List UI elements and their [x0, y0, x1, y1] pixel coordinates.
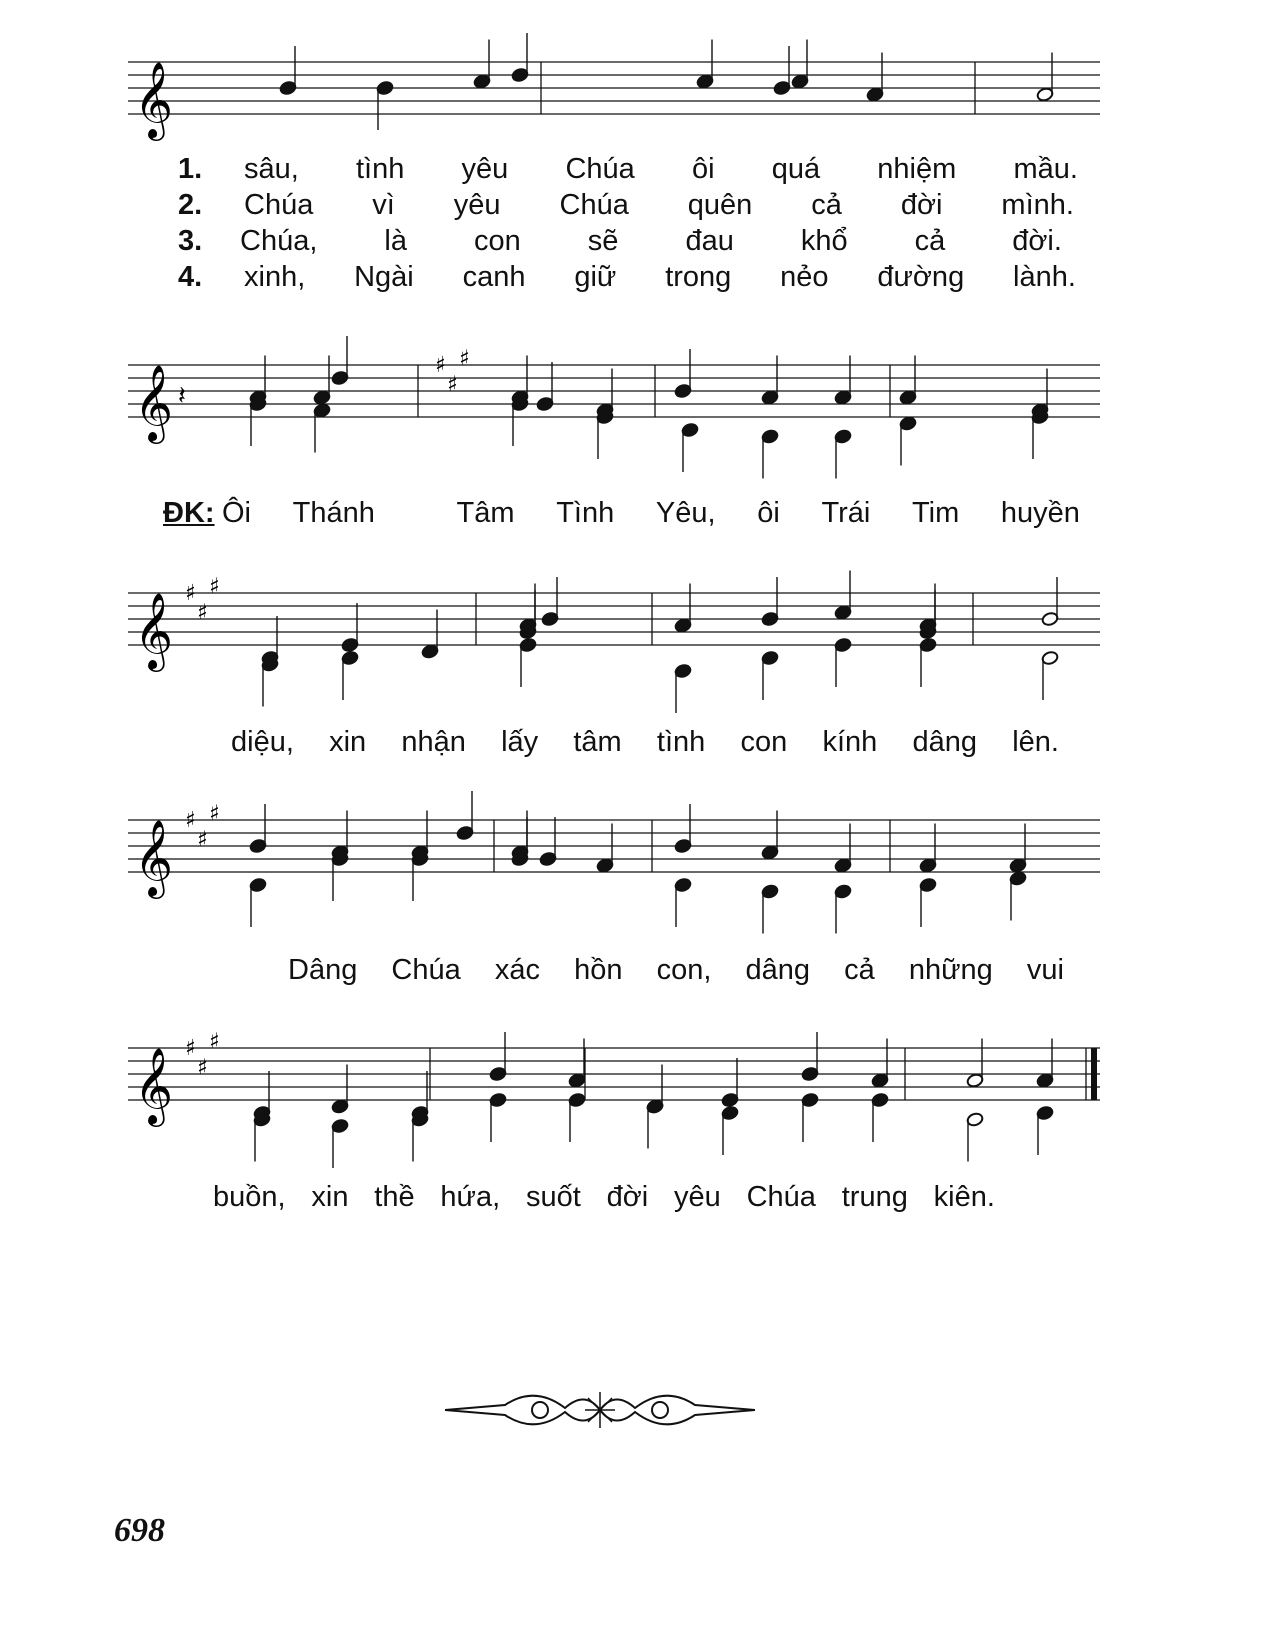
lyric-word: Chúa [746, 1181, 816, 1213]
note-head [536, 396, 554, 411]
lyric-word: lành. [1013, 261, 1076, 293]
lyric-word: Thánh [292, 497, 375, 529]
lyric-word: xinh, [244, 261, 306, 293]
note-head [1036, 1105, 1054, 1120]
lyric-word: quên [687, 189, 753, 221]
lyric-word: Yêu, [655, 497, 716, 529]
note-head [539, 851, 557, 866]
note-head [801, 1092, 819, 1107]
note-head [696, 74, 714, 89]
lyric-word: giữ [574, 261, 617, 293]
staff-4 [0, 801, 1275, 928]
note-head [966, 1112, 984, 1127]
lyric-word: buồn, [213, 1181, 286, 1213]
lyric-word: Chúa [391, 954, 461, 986]
lyric-word: Tình [556, 497, 615, 529]
note-head [919, 858, 937, 873]
lyric-word: lấy [501, 726, 539, 758]
lyric-word: Trái [821, 497, 871, 529]
lyric-word: sẽ [587, 225, 619, 257]
lyric-word: xin [311, 1181, 349, 1213]
lyric-word: Chúa [565, 153, 635, 185]
sharp-icon: ♯ [209, 1029, 220, 1055]
lyric-word: đời [900, 189, 943, 221]
note-head [899, 390, 917, 405]
note-head [568, 1073, 586, 1088]
note-head [313, 403, 331, 418]
lyric-word: Dâng [288, 954, 358, 986]
lyric-word: xác [494, 954, 540, 986]
sharp-icon: ♯ [209, 801, 220, 827]
lyric-word: tâm [573, 726, 622, 758]
lyric-word: diệu, [231, 726, 294, 758]
note-head [721, 1092, 739, 1107]
lyric-word: kính [822, 726, 878, 758]
verse-1-lyrics [244, 152, 1078, 186]
verse-number: 2. [178, 189, 203, 221]
staff-5 [0, 1029, 1275, 1156]
note-head [1009, 871, 1027, 886]
lyric-word: tình [356, 153, 405, 185]
note-head [674, 663, 692, 678]
sharp-icon: ♯ [447, 372, 458, 398]
lyric-word: đời. [1012, 225, 1062, 257]
lyric-word: trung [841, 1181, 908, 1213]
note-head [541, 611, 559, 626]
note-head [834, 390, 852, 405]
note-head [834, 429, 852, 444]
note-head [1041, 611, 1059, 626]
refrain-line-2 [231, 725, 1059, 759]
note-head [966, 1073, 984, 1088]
note-head [834, 884, 852, 899]
lyric-word: dâng [912, 726, 978, 758]
note-head [761, 611, 779, 626]
staff-2 [0, 346, 1275, 473]
treble-clef-icon: 𝄞 [134, 1047, 174, 1124]
lyric-word: Ôi [222, 497, 251, 529]
note-head [341, 650, 359, 665]
verse-2-lyrics [244, 188, 1074, 222]
lyric-word: trong [665, 261, 732, 293]
note-head [331, 370, 349, 385]
lyric-word: Tim [911, 497, 960, 529]
note-head [489, 1092, 507, 1107]
lyric-word: con [740, 726, 788, 758]
lyric-word: kiên. [933, 1181, 995, 1213]
refrain-line-4 [213, 1180, 995, 1214]
sharp-icon: ♯ [209, 574, 220, 600]
lyric-word: cả [914, 225, 946, 257]
note-head [919, 637, 937, 652]
final-bar-line [1091, 1048, 1097, 1100]
note-head [421, 644, 439, 659]
note-head [761, 390, 779, 405]
note-head [919, 877, 937, 892]
decorative-ornament-icon [445, 1380, 755, 1440]
lyric-word: đường [877, 261, 965, 293]
lyric-word: huyền [1000, 497, 1080, 529]
note-head [674, 618, 692, 633]
lyric-word: quá [771, 153, 821, 185]
note-head [249, 838, 267, 853]
lyric-word: Tâm [456, 497, 515, 529]
note-head [674, 838, 692, 853]
note-head [834, 605, 852, 620]
note-head [331, 1099, 349, 1114]
lyric-word: cả [844, 954, 875, 986]
note-head [473, 74, 491, 89]
refrain-line-3 [288, 953, 1064, 987]
verse-number: 1. [178, 153, 203, 185]
lyric-word: ôi [757, 497, 780, 529]
note-head [1009, 858, 1027, 873]
note-head [1036, 1073, 1054, 1088]
treble-clef-icon: 𝄞 [134, 819, 174, 896]
note-head [279, 80, 297, 95]
lyric-word: cả [811, 189, 842, 221]
lyric-word: yêu [461, 153, 509, 185]
sharp-icon: ♯ [197, 600, 208, 626]
page-number: 698 [114, 1512, 165, 1549]
note-head [899, 416, 917, 431]
note-head [773, 80, 791, 95]
sharp-icon: ♯ [185, 581, 196, 606]
note-head [761, 845, 779, 860]
note-head [568, 1092, 586, 1107]
note-head [1041, 650, 1059, 665]
lyric-word: Ngài [354, 261, 414, 293]
lyric-word: nẻo [780, 261, 829, 293]
lyric-word: tình [656, 726, 706, 758]
lyric-word: hồn [574, 954, 623, 986]
treble-clef-icon: 𝄞 [134, 364, 174, 441]
note-head [376, 80, 394, 95]
lyric-word: nhận [401, 726, 466, 758]
note-head [761, 650, 779, 665]
lyric-word: đau [685, 225, 734, 257]
sharp-icon: ♯ [197, 827, 208, 853]
staff-3 [0, 574, 1275, 701]
note-head [871, 1092, 889, 1107]
lyric-word: xin [329, 726, 367, 758]
sharp-icon: ♯ [185, 1036, 196, 1061]
lyric-word: Chúa [559, 189, 629, 221]
note-head [674, 383, 692, 398]
lyric-word: sâu, [244, 153, 299, 185]
rest-icon: 𝄽 [178, 381, 186, 411]
lyric-word: lên. [1012, 726, 1059, 758]
lyric-word: ôi [691, 153, 715, 185]
note-head [721, 1105, 739, 1120]
lyric-word: đời [606, 1181, 649, 1213]
note-head [313, 390, 331, 405]
note-head [761, 884, 779, 899]
note-head [871, 1073, 889, 1088]
lyric-word: Chúa [244, 189, 314, 221]
note-head [801, 1066, 819, 1081]
note-head [646, 1099, 664, 1114]
treble-clef-icon: 𝄞 [134, 592, 174, 669]
lyric-word: nhiệm [877, 153, 957, 185]
lyric-word: là [384, 225, 407, 257]
note-head [761, 429, 779, 444]
note-head [1036, 87, 1054, 102]
lyric-word: canh [462, 261, 526, 293]
note-head [596, 858, 614, 873]
lyric-word: mình. [1001, 189, 1074, 221]
note-head [866, 87, 884, 102]
verse-3-lyrics [240, 224, 1062, 258]
lyric-word: hứa, [440, 1181, 501, 1213]
sharp-icon: ♯ [197, 1055, 208, 1081]
sharp-icon: ♯ [435, 353, 446, 378]
note-head [511, 67, 529, 82]
note-head [489, 1066, 507, 1081]
lyric-word: yêu [674, 1181, 721, 1213]
refrain-line-1 [222, 496, 1080, 530]
lyric-word: con [474, 225, 521, 257]
verse-4-lyrics [244, 260, 1076, 294]
verse-number: 3. [178, 225, 203, 257]
note-head [834, 858, 852, 873]
lyric-word: con, [656, 954, 712, 986]
note-head [331, 1118, 349, 1133]
note-head [834, 637, 852, 652]
note-head [681, 422, 699, 437]
lyric-word: Chúa, [240, 225, 318, 257]
lyric-word: vì [372, 189, 395, 221]
note-head [519, 637, 537, 652]
treble-clef-icon: 𝄞 [134, 61, 174, 138]
lyric-word: khổ [800, 225, 848, 257]
sharp-icon: ♯ [185, 808, 196, 833]
note-head [674, 877, 692, 892]
lyric-word: suốt [525, 1181, 581, 1213]
note-head [249, 877, 267, 892]
refrain-label: ĐK: [163, 497, 215, 529]
lyric-word: thề [374, 1181, 415, 1213]
lyric-word: vui [1026, 954, 1064, 986]
note-head [791, 74, 809, 89]
lyric-word: mầu. [1013, 153, 1078, 185]
sharp-icon: ♯ [459, 346, 470, 372]
note-head [341, 637, 359, 652]
lyric-word: những [908, 954, 993, 986]
lyric-word: dâng [745, 954, 810, 986]
verse-number: 4. [178, 261, 203, 293]
lyric-word: yêu [453, 189, 501, 221]
note-head [456, 825, 474, 840]
